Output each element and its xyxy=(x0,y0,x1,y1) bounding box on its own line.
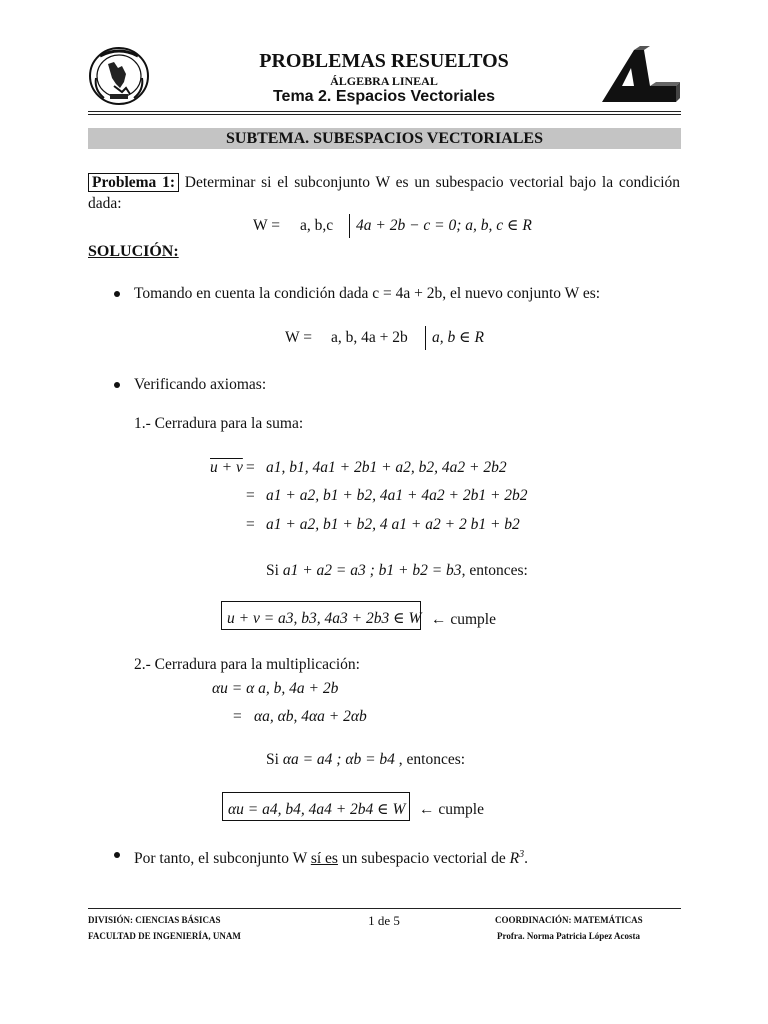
equals-sign: = xyxy=(233,708,242,725)
condition-c: c = 4a + 2b xyxy=(372,285,443,302)
mul-line-2: αa, αb, 4αa + 2αb xyxy=(254,708,367,725)
set-divider xyxy=(425,326,426,350)
new-set-elements: a, b, 4a + 2b xyxy=(331,329,408,346)
document-title: PROBLEMAS RESUELTOS xyxy=(259,50,509,72)
set-divider xyxy=(349,214,350,238)
set-w-elements: a, b,c xyxy=(300,217,334,234)
problem-text: Determinar si el subconjunto W es un subespacio vectorial bajo la condición dada: xyxy=(88,174,681,212)
sum-condition: Si a1 + a2 = a3 ; b1 + b2 = b3, entonces: xyxy=(266,562,528,579)
equals-sign: = xyxy=(246,459,255,476)
bullet xyxy=(114,291,120,297)
mul-cumple: ← cumple xyxy=(419,801,484,818)
sum-line-1: a1, b1, 4a1 + 2b1 + a2, b2, 4a2 + 2b2 xyxy=(266,459,507,476)
problem-label: Problema 1: xyxy=(88,173,179,192)
footer-division: DIVISIÓN: CIENCIAS BÁSICAS xyxy=(88,915,221,925)
page-number: 1 de 5 xyxy=(368,913,400,928)
bullet xyxy=(114,852,120,858)
header-rule-thin xyxy=(88,114,681,115)
document-topic: Tema 2. Espacios Vectoriales xyxy=(272,88,496,105)
mul-result: αu = a4, b4, 4a4 + 2b4 ∈ W xyxy=(228,801,406,818)
solution-title: SOLUCIÓN: xyxy=(88,243,179,260)
sum-line-2: a1 + a2, b1 + b2, 4a1 + 4a2 + 2b1 + 2b2 xyxy=(266,487,528,504)
set-w-label: W = xyxy=(253,217,280,234)
equals-sign: = xyxy=(246,516,255,533)
footer-coordination: COORDINACIÓN: MATEMÁTICAS xyxy=(495,915,643,925)
footer-rule xyxy=(88,908,681,909)
footer-faculty: FACULTAD DE INGENIERÍA, UNAM xyxy=(88,931,241,941)
footer-author: Profra. Norma Patricia López Acosta xyxy=(497,931,641,941)
axiom1-title: 1.- Cerradura para la suma: xyxy=(134,415,304,432)
subtopic-band: SUBTEMA. SUBESPACIOS VECTORIALES xyxy=(88,128,681,149)
document-subtitle: ÁLGEBRA LINEAL xyxy=(330,74,438,88)
new-set-condition: a, b ∈ R xyxy=(432,329,484,346)
conclusion-emphasis: sí es xyxy=(310,850,338,867)
sum-line-3: a1 + a2, b1 + b2, 4 a1 + a2 + 2 b1 + b2 xyxy=(266,516,520,533)
sum-result: u + v = a3, b3, 4a3 + 2b3 ∈ W xyxy=(227,610,422,627)
mul-condition: Si αa = a4 ; αb = b4 , entonces: xyxy=(266,751,466,768)
sum-lhs: u + v xyxy=(210,459,243,476)
equals-sign: = xyxy=(246,487,255,504)
sum-cumple: ← cumple xyxy=(431,611,496,628)
axiom2-title: 2.- Cerradura para la multiplicación: xyxy=(134,656,360,673)
new-set-label: W = xyxy=(285,329,312,346)
bullet xyxy=(114,382,120,388)
header-rule xyxy=(88,111,681,112)
conclusion-text: Por tanto, el subconjunto W sí es un subespacio vectorial de $R^3$. xyxy=(134,849,529,867)
axioms-text: Verificando axiomas: xyxy=(134,376,267,393)
step1-text: Tomando en cuenta la condición dada c = 4a + 2b, el nuevo conjunto W es: xyxy=(134,285,601,302)
set-w-condition: 4a + 2b − c = 0; a, b, c ∈ R xyxy=(356,217,532,234)
problem-statement xyxy=(88,172,680,214)
mul-line-1: αu = α a, b, 4a + 2b xyxy=(212,680,339,697)
